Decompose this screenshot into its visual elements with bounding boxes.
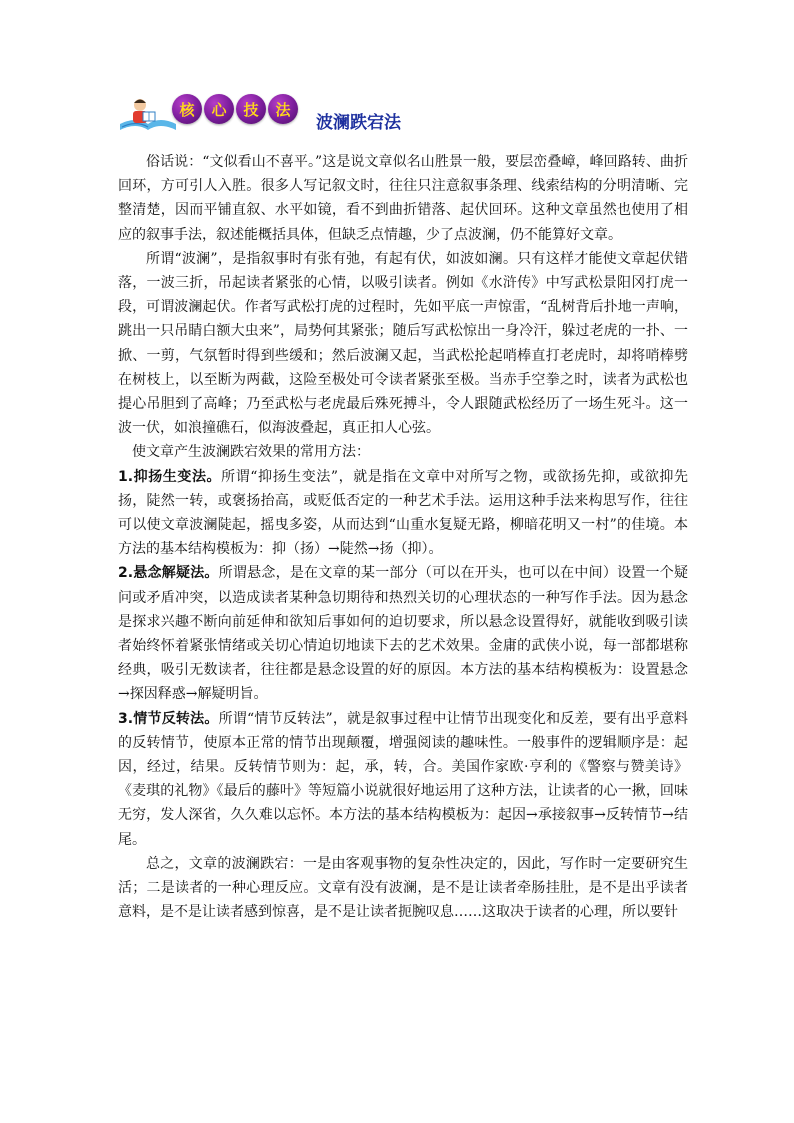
method-2 <box>118 561 688 706</box>
method-3-body: 所谓“情节反转法”，就是叙事过程中让情节出现变化和反差，要有出乎意料的反转情节，使原本正常的情节出现颠覆，增强阅读的趣味性。一般事件的逻辑顺序是：起因，经过，结果。反转情节则为：起，承，转，合。美国作家欧·亨利的《警察与赞美诗》《麦琪的礼物》《最后的藤叶》等短篇小说就很好地运用了这种方法，让读者的心一揪，回味无穷，发人深省，久久难以忘怀。本方法的基本结构模板为：起因→承接叙事→反转情节→结尾。 <box>118 710 689 848</box>
badge-char: 法 <box>268 94 298 124</box>
page-title: 波澜跌宕法 <box>316 113 401 133</box>
badge-group <box>172 94 298 124</box>
badge-char: 核 <box>172 94 202 124</box>
badge-char: 心 <box>204 94 234 124</box>
method-1 <box>118 465 688 562</box>
method-3 <box>118 707 688 852</box>
article-body <box>118 150 688 925</box>
method-2-body: 所谓悬念，是在文章的某一部分（可以在开头，也可以在中间）设置一个疑问或矛盾冲突，以造成读者某种急切期待和热烈关切的心理状态的一种写作手法。因为悬念是探求兴趣不断向前延伸和欲知后事如何的迫切要求，所以悬念设置得好，就能收到吸引读者始终怀着紧张情绪或关切心情迫切地读下去的艺术效果。金庸的武侠小说，每一部都堪称经典，吸引无数读者，往往都是悬念设置的好的原因。本方法的基本结构模板为：设置悬念→探因释惑→解疑明旨。 <box>118 565 689 703</box>
badge-char: 技 <box>236 94 266 124</box>
method-1-title: 1.抑扬生变法。 <box>118 468 222 485</box>
method-1-body: 所谓“抑扬生变法”，就是指在文章中对所写之物，或欲扬先抑，或欲抑先扬，陡然一转，或褒扬抬高，或贬低否定的一种艺术手法。运用这种手法来构思写作，往往可以使文章波澜陡起，摇曳多姿，从而达到“山重水复疑无路，柳暗花明又一村”的佳境。本方法的基本结构模板为：抑（扬）→陡然→扬（抑）。 <box>118 468 688 558</box>
intro-paragraph: 俗话说：“文似看山不喜平。”这是说文章似名山胜景一般，要层峦叠嶂，峰回路转、曲折回环，方可引人入胜。很多人写记叙文时，往往只注意叙事条理、线索结构的分明清晰、完整清楚，因而平铺直叙、水平如镜，看不到曲折错落、起伏回环。这种文章虽然也使用了相应的叙事手法，叙述能概括具体，但缺乏点情趣，少了点波澜，仍不能算好文章。 <box>118 154 688 243</box>
method-2-title: 2.悬念解疑法。 <box>118 565 219 582</box>
section-header <box>118 94 438 138</box>
method-3-title: 3.情节反转法。 <box>118 710 219 727</box>
definition-paragraph: 所谓“波澜”，是指叙事时有张有弛，有起有伏，如波如澜。只有这样才能使文章起伏错落，一波三折，吊起读者紧张的心情，以吸引读者。例如《水浒传》中写武松景阳冈打虎一段，可谓波澜起伏。作者写武松打虎的过程时，先如平底一声惊雷，“乱树背后扑地一声响，跳出一只吊睛白额大虫来”，局势何其紧张；随后写武松惊出一身冷汗，躲过老虎的一扑、一掀、一剪，气氛暂时得到些缓和；然后波澜又起，当武松抡起哨棒直打老虎时，却将哨棒劈在树枝上，以至断为两截，这险至极处可令读者紧张至极。当赤手空拳之时，读者为武松也提心吊胆到了高峰；乃至武松与老虎最后殊死搏斗，令人跟随武松经历了一场生死斗。这一波一伏，如浪撞礁石，似海波叠起，真正扣人心弦。 <box>118 250 688 437</box>
summary-paragraph: 总之，文章的波澜跌宕：一是由客观事物的复杂性决定的，因此，写作时一定要研究生活；二是读者的一种心理反应。文章有没有波澜，是不是让读者牵肠挂肚，是不是出乎读者意料，是不是让读者感到惊喜，是不是让读者扼腕叹息……这取决于读者的心理，所以要针 <box>118 855 688 921</box>
student-reading-book-icon <box>118 94 178 134</box>
methods-intro: 使文章产生波澜跌宕效果的常用方法： <box>132 444 370 461</box>
